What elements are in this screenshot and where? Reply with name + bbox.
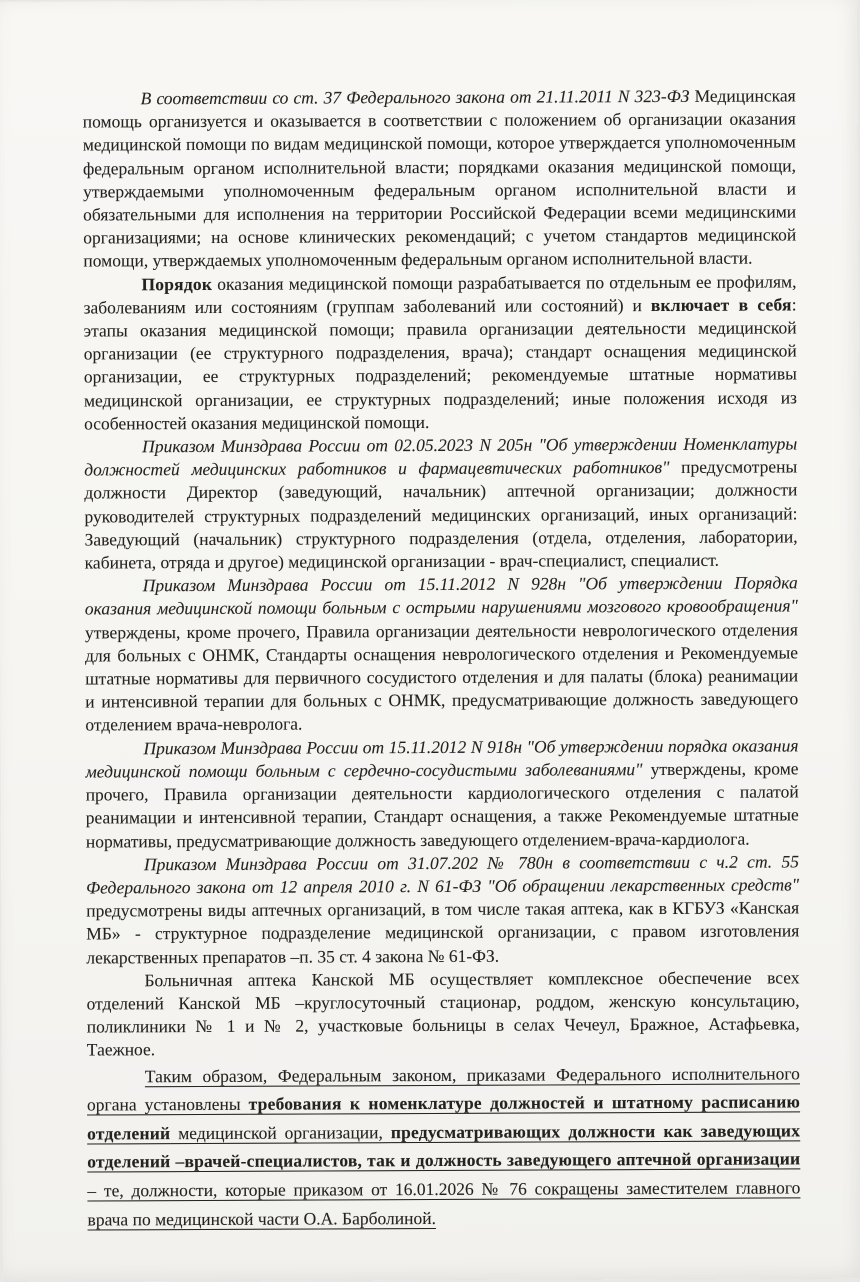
paragraph [84, 432, 798, 574]
text-run: Приказом Минздрава России от 15.11.2012 N 928н "Об утверждении Порядка оказания медицинской помощи больным с острыми нарушениями мозгового кровообращения" [84, 572, 798, 619]
paragraph [85, 572, 799, 738]
paragraph [87, 1059, 801, 1234]
text-run: Медицинская помощь организуется и оказывается в соответствии с положением об организации оказания медицинской помощи по видам медицинской помощи, которое утверждается уполномоченным федеральным органом исполнительной власти; порядками оказания медицинской помощи, утверждаемыми уполномоченным федеральным органом исполнительной власти и обязательными для исполнения на территории Российской Федерации всеми медицинскими организациями; на основе клинических рекомендаций; с учетом стандартов медицинской помощи, утверждаемых уполномоченным федеральным органом исполнительной власти. [82, 85, 797, 271]
text-run: медицинской организации, [170, 1121, 391, 1143]
text-run: утверждены, кроме прочего, Правила организации деятельности кардиологического отделения с палатой реанимации и интенсивной терапии, Стандарт оснащения, а также Рекомендуемые штатные нормативы, предусматривающие должность заведующего отделением-врача-кардиолога. [85, 758, 799, 852]
text-run: Больничная аптека Канской МБ осуществляет комплексное обеспечение всех отделений Канской МБ –круглосуточный стационар, роддом, женскую консультацию, поликлиники № 1 и № 2, участковые больницы в селах Чечеул, Бражное, Астафьевка, Таежное. [86, 967, 800, 1060]
text-run: – те, должности, которые приказом от 16.01.2026 № 76 сокращены заместителем главного врача по медицинской части О.А. Барболиной. [87, 1177, 801, 1229]
text-run: Таким образом, Федеральным законом, приказами Федерального исполнительного органа установлены [86, 1062, 800, 1115]
text-run: утверждены, кроме прочего, Правила организации деятельности неврологического отделения для больных с ОНМК, Стандарты оснащения неврологического отделения и Рекомендуемые штатные нормативы для первичного сосудистого отделения и для палаты (блока) реанимации и интенсивной терапии для больных с ОНМК, предусматривающие должность заведующего отделением врача-невролога. [84, 619, 799, 735]
text-run: предусматривающих должности как заведующих отделений –врачей-специалистов, так и должность заведующего аптечной организации [87, 1120, 801, 1172]
text-run: требования к номенклатуре должностей и штатному расписанию отделений [87, 1091, 801, 1144]
text-run: Приказом Минздрава России от 02.05.2023 N 205н "Об утверждении Номенклатуры должностей медицинских работников и фармацевтических работников" [84, 433, 798, 480]
text-run: предусмотрены виды аптечных организаций, в том числе такая аптека, как в КГБУЗ «Канская МБ» - структурное подразделение медицинской организации, с правом изготовления лекарственных препаратов –п. 35 ст. 4 закона № 61-ФЗ. [86, 897, 800, 968]
paragraph [83, 84, 797, 273]
text-run: предусмотрены должности Директор (заведующий, начальник) аптечной организации; должности руководителей структурных подразделений медицинских организаций, иных организаций: Заведующий (начальник) структурного подразделения (отдела, отделения, лаборатории, кабинета, отряда и другое) медицинской организации - врач-специалист, специалист. [84, 456, 798, 573]
text-run: В соответствии со ст. 37 Федерального закона от 21.11.2011 N 323-ФЗ [140, 85, 690, 109]
paragraph [83, 270, 797, 436]
text-run: включает в себя [650, 294, 792, 315]
text-run: Приказом Минздрава России от 31.07.202 № 780н в соответствии с ч.2 ст. 55 Федерального закона от 12 апреля 2010 г. N 61-ФЗ "Об обращении лекарственных средств" [86, 851, 800, 898]
document-body [83, 84, 801, 1233]
text-run: : этапы оказания медицинской помощи; правила организации деятельности медицинской организации (ее структурного подразделения, врача); стандарт оснащения медицинской организации, ее структурных подразделений; рекомендуемые штатные нормативы медицинской организации, ее структурных подразделений; иные положения исходя из особенностей оказания медицинской помощи. [83, 294, 797, 434]
text-run: Приказом Минздрава России от 15.11.2012 N 918н "Об утверждении порядка оказания медицинской помощи больным с сердечно-сосудистыми заболеваниями" [85, 735, 799, 782]
paragraph [86, 850, 799, 969]
paragraph [86, 966, 799, 1062]
text-run: Порядок [141, 273, 213, 294]
paragraph [85, 734, 798, 853]
text-run: оказания медицинской помощи разрабатывается по отдельным ее профилям, заболеваниям или состояниям (группам заболеваний или состояний) и [83, 271, 797, 318]
